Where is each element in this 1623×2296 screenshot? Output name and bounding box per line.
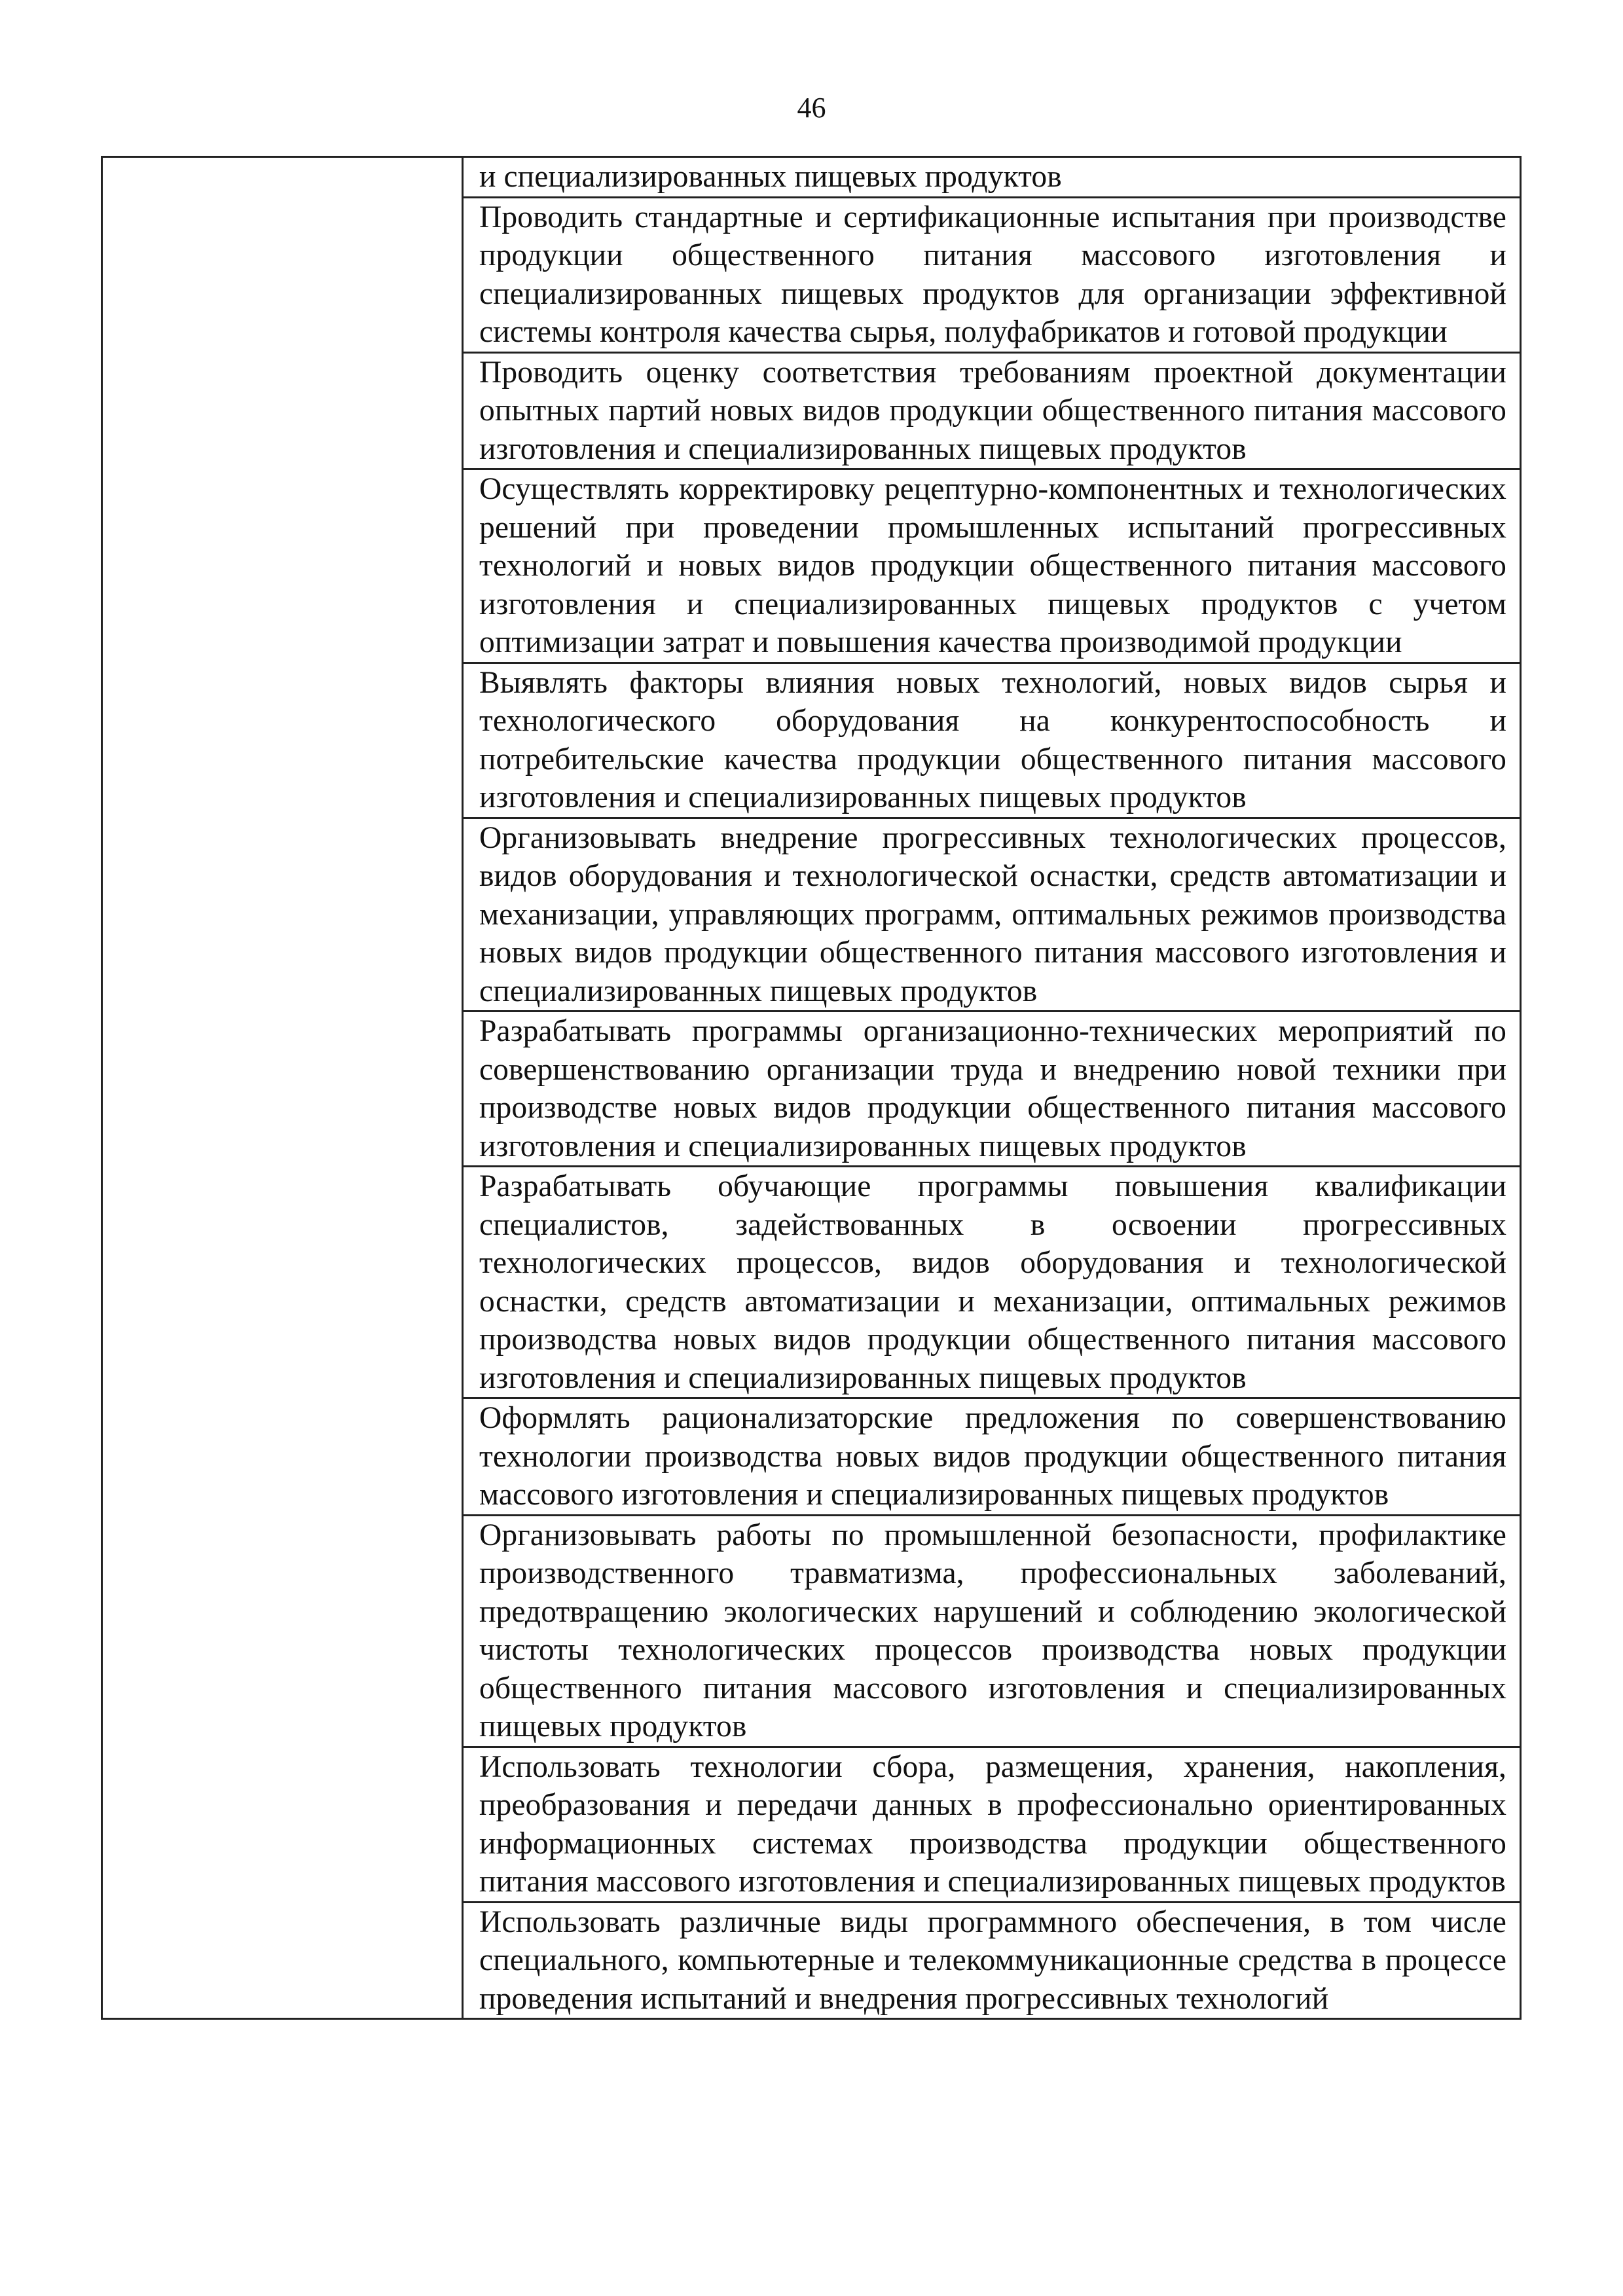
left-column-cell bbox=[102, 157, 463, 2019]
page-number: 46 bbox=[797, 92, 826, 124]
table-cell-text: Разрабатывать обучающие программы повышения квалификации специалистов, задействованных в освоении прогрессивных технологических процессов, видов оборудования и технологической оснастки, средств автоматизации и механизации, оптимальных режимов производства новых видов продукции общественного питания массового изготовления и специализированных пищевых продуктов bbox=[479, 1169, 1506, 1395]
table-cell bbox=[463, 1398, 1521, 1516]
table-cell bbox=[463, 1167, 1521, 1398]
table-cell-text: Оформлять рационализаторские предложения по совершенствованию технологии производства новых видов продукции общественного питания массового изготовления и специализированных пищевых продуктов bbox=[479, 1401, 1506, 1512]
table-cell bbox=[463, 1515, 1521, 1747]
table-cell bbox=[463, 663, 1521, 818]
table-cell-text: Проводить стандартные и сертификационные испытания при производстве продукции общественного питания массового изготовления и специализированных пищевых продуктов для организации эффективной системы контроля качества сырья, полуфабрикатов и готовой продукции bbox=[479, 200, 1506, 349]
table-cell-text: Организовывать работы по промышленной безопасности, профилактике производственного травматизма, профессиональных заболеваний, предотвращению экологических нарушений и соблюдению экологической чистоты технологических процессов производства новых продукции общественного питания массового изготовления и специализированных пищевых продуктов bbox=[479, 1518, 1506, 1743]
table-cell bbox=[463, 157, 1521, 198]
table-cell bbox=[463, 197, 1521, 352]
table-cell bbox=[463, 818, 1521, 1011]
job-functions-table bbox=[101, 156, 1522, 2020]
table-cell-text: Проводить оценку соответствия требованиям проектной документации опытных партий новых видов продукции общественного питания массового изготовления и специализированных пищевых продуктов bbox=[479, 355, 1506, 466]
table-cell-text: Разрабатывать программы организационно-технических мероприятий по совершенствованию организации труда и внедрению новой техники при производстве новых видов продукции общественного питания массового изготовления и специализированных пищевых продуктов bbox=[479, 1014, 1506, 1163]
table-cell-text: Использовать различные виды программного обеспечения, в том числе специального, компьютерные и телекоммуникационные средства в процессе проведения испытаний и внедрения прогрессивных технологий bbox=[479, 1904, 1506, 2016]
table-row bbox=[102, 157, 1521, 198]
table-cell bbox=[463, 469, 1521, 663]
table-cell bbox=[463, 1747, 1521, 1902]
table-cell bbox=[463, 1902, 1521, 2019]
table-cell-text: и специализированных пищевых продуктов bbox=[479, 160, 1062, 194]
table-cell bbox=[463, 352, 1521, 469]
table-cell-text: Осуществлять корректировку рецептурно-компонентных и технологических решений при проведении промышленных испытаний прогрессивных технологий и новых видов продукции общественного питания массового изготовления и специализированных пищевых продуктов с учетом оптимизации затрат и повышения качества производимой продукции bbox=[479, 472, 1506, 659]
table-cell bbox=[463, 1011, 1521, 1167]
table-cell-text: Использовать технологии сбора, размещения, хранения, накопления, преобразования и передачи данных в профессионально ориентированных информационных системах производства продукции общественного питания массового изготовления и специализированных пищевых продуктов bbox=[479, 1749, 1506, 1899]
table-cell-text: Выявлять факторы влияния новых технологий, новых видов сырья и технологического оборудования на конкурентоспособность и потребительские качества продукции общественного питания массового изготовления и специализированных пищевых продуктов bbox=[479, 665, 1506, 814]
table-cell-text: Организовывать внедрение прогрессивных технологических процессов, видов оборудования и технологической оснастки, средств автоматизации и механизации, управляющих программ, оптимальных режимов производства новых видов продукции общественного питания массового изготовления и специализированных пищевых продуктов bbox=[479, 820, 1506, 1008]
